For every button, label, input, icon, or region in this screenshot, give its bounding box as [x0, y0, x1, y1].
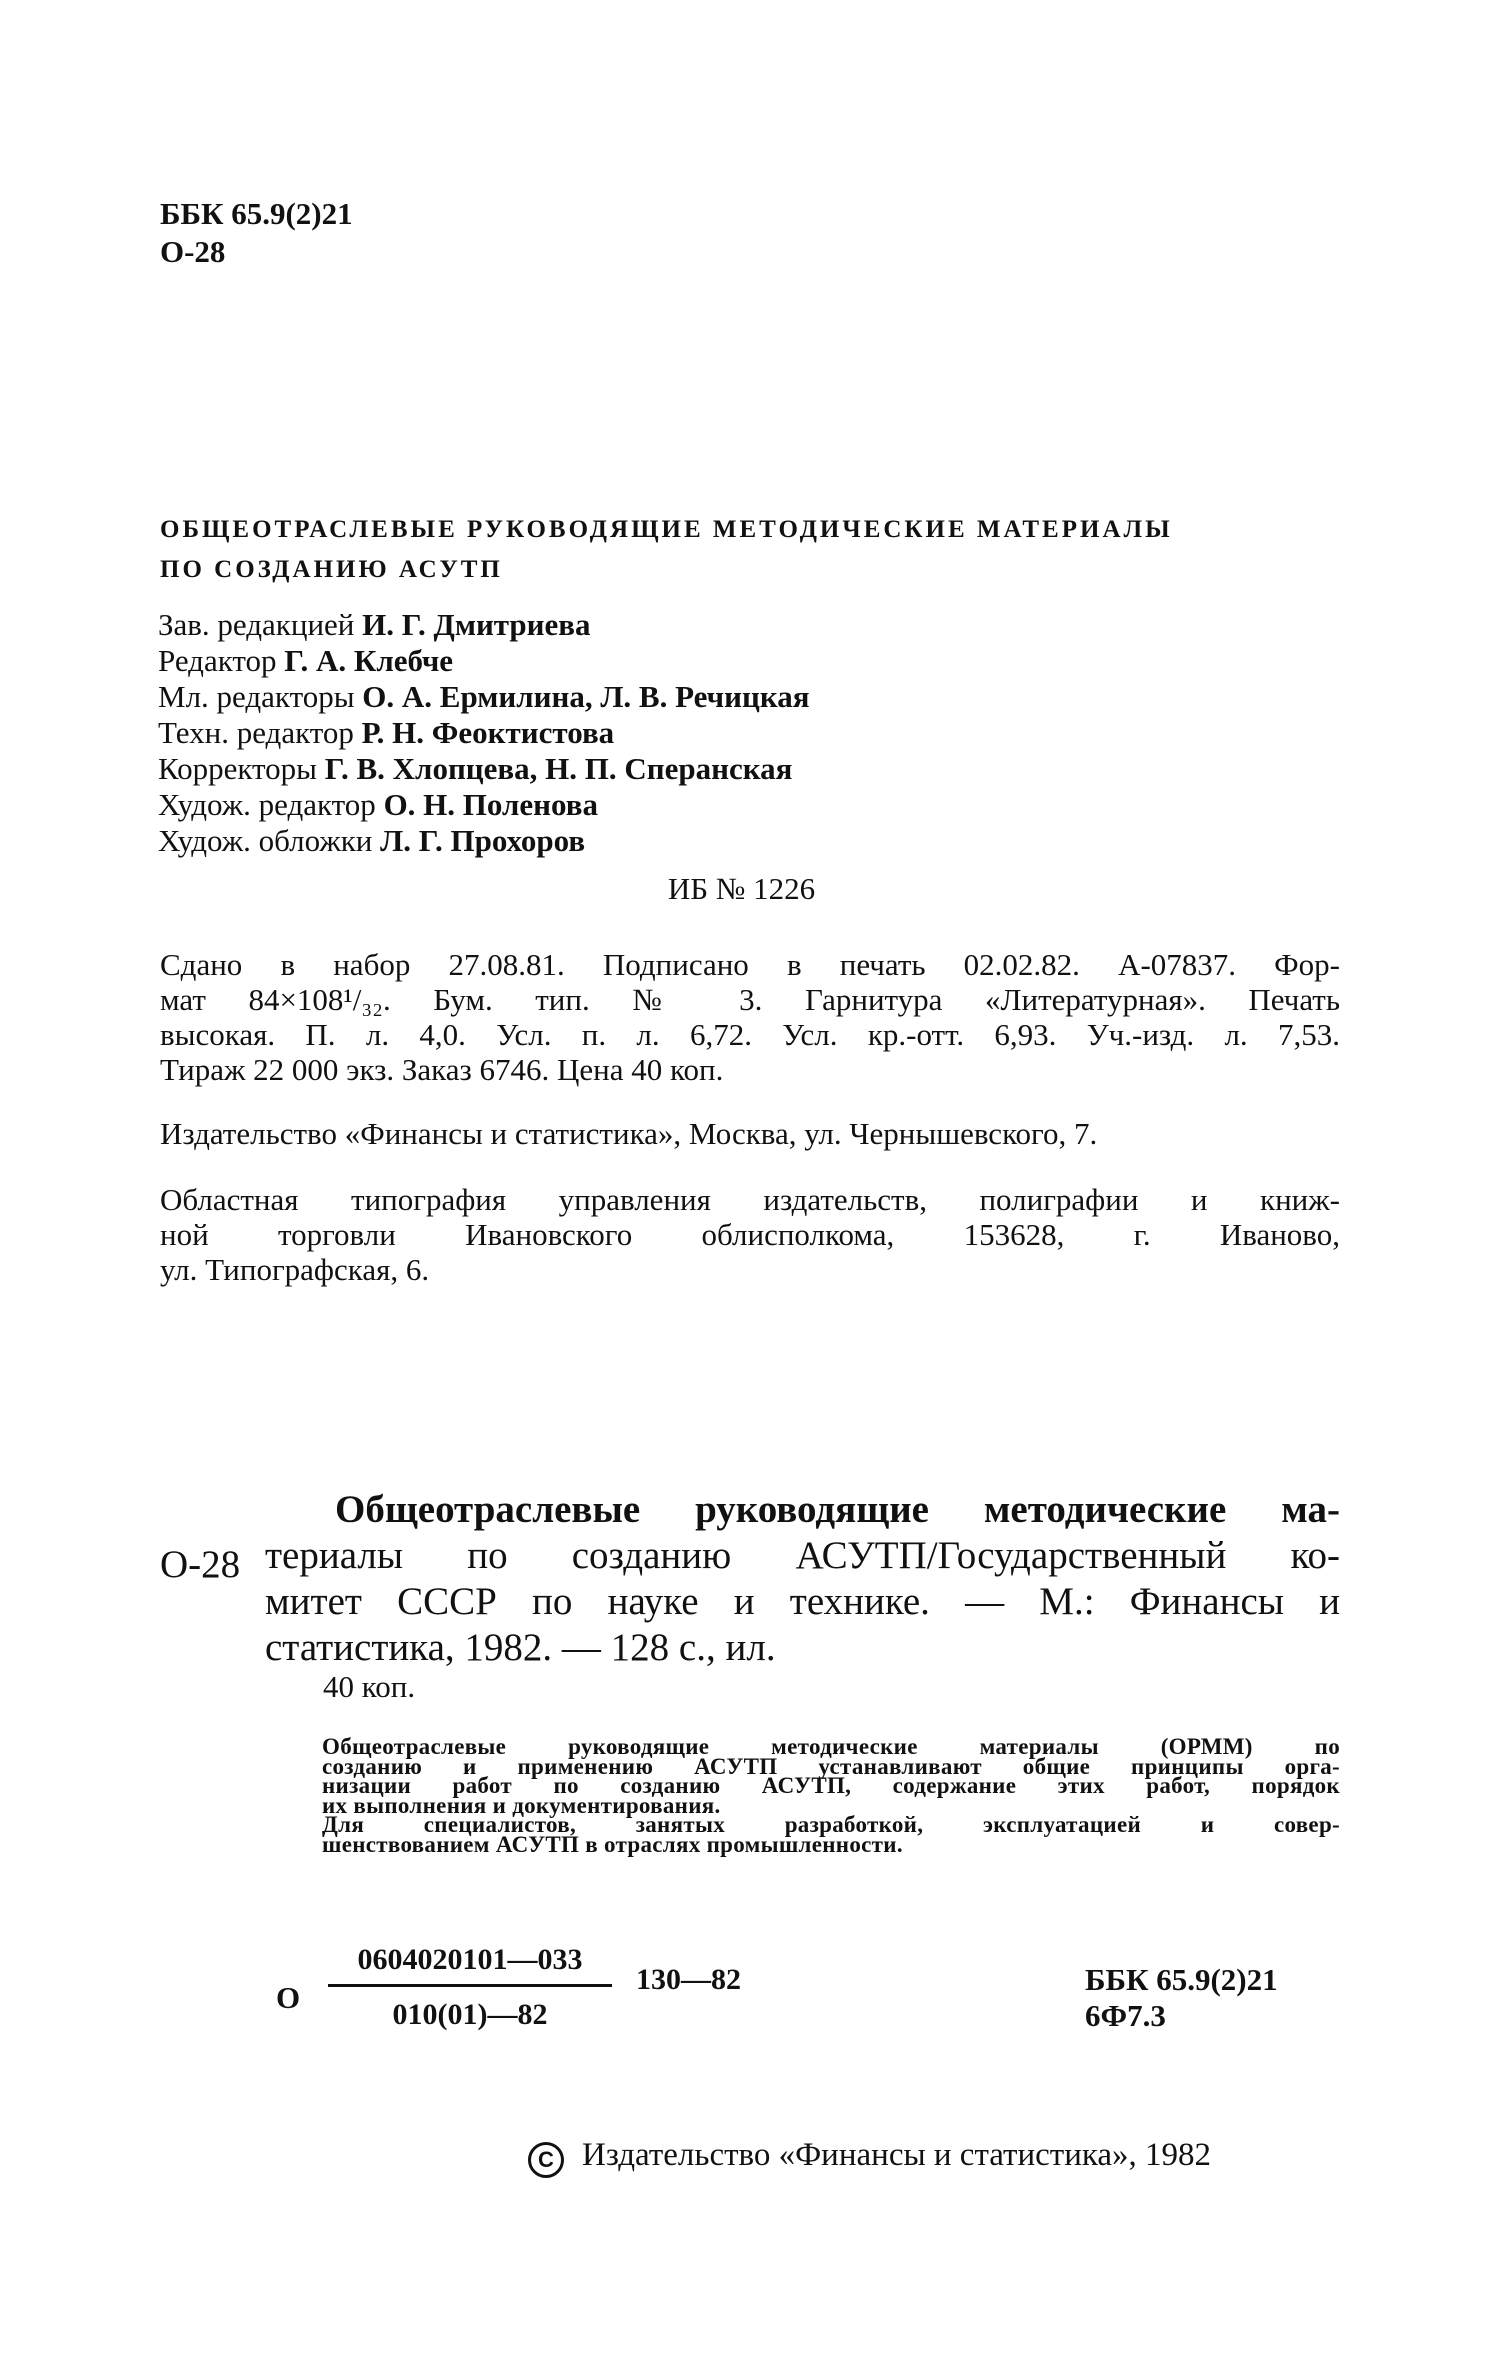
print-info-line: Тираж 22 000 экз. Заказ 6746. Цена 40 коп. [160, 1052, 724, 1087]
credit-role: Зав. редакцией [158, 607, 355, 642]
annotation-line: Общеотраслевые руководящие методические материалы (ОРММ) по [322, 1734, 1340, 1759]
credit-role: Мл. редакторы [158, 679, 355, 714]
annotation-line: низации работ по созданию АСУТП, содержание этих работ, порядок [322, 1773, 1340, 1798]
bbk-bottom [1085, 1962, 1278, 2034]
title-line-2: ПО СОЗДАНИЮ АСУТП [160, 556, 503, 583]
credit-names: Р. Н. Феоктистова [361, 715, 615, 750]
author-code: О-28 [160, 234, 226, 269]
catalog-code: О-28 [160, 1543, 241, 1586]
annotation [322, 1734, 1340, 1857]
classification-block [160, 195, 353, 271]
annotation-line: Для специалистов, занятых разработкой, эксплуатацией и совер- [322, 1812, 1340, 1837]
bbk-code: ББК 65.9(2)21 [160, 196, 353, 231]
index-tail: 130—82 [636, 1963, 741, 1996]
print-info [160, 947, 1340, 1087]
biblio-line-text: Общеотраслевые руководящие методические ма- [335, 1488, 1340, 1531]
biblio-line: митет СССР по науке и технике. — М.: Финансы и [265, 1580, 1340, 1623]
annotation-line: созданию и применению АСУТП устанавливают общие принципы орга- [322, 1753, 1340, 1779]
printer-info [160, 1182, 1340, 1287]
credit-row [158, 679, 810, 715]
credit-row [158, 607, 810, 643]
credit-row [158, 751, 810, 787]
printer-info-line: ной торговли Ивановского облисполкома, 153628, г. Иваново, [160, 1217, 1340, 1252]
credits-list [158, 607, 810, 859]
credit-row [158, 823, 810, 859]
index-numerator: 0604020101—033 [357, 1943, 583, 1976]
title-line-1: ОБЩЕОТРАСЛЕВЫЕ РУКОВОДЯЩИЕ МЕТОДИЧЕСКИЕ МАТЕРИАЛЫ [160, 516, 1173, 543]
print-info-line: Сдано в набор 27.08.81. Подписано в печать 02.02.82. А-07837. Фор- [160, 947, 1340, 982]
print-info-line: мат 84×108¹/₃₂. Бум. тип. № 3. Гарнитура «Литературная». Печать [160, 982, 1340, 1017]
credit-row [158, 643, 810, 679]
annotation-line: их выполнения и документирования. [322, 1792, 721, 1818]
index-denominator: 010(01)—82 [392, 1998, 548, 2031]
ib-number [0, 871, 1499, 907]
index-fraction [320, 1942, 620, 2033]
credit-names: Г. В. Хлопцева, Н. П. Сперанская [324, 751, 793, 786]
bbk-bottom-line: ББК 65.9(2)21 [1085, 1962, 1278, 1997]
price: 40 коп. [323, 1669, 416, 1704]
credit-row [158, 715, 810, 751]
credit-names: Г. А. Клебче [284, 643, 454, 678]
biblio-line: териалы по созданию АСУТП/Государственный ко- [265, 1534, 1340, 1577]
credit-role: Редактор [158, 643, 277, 678]
credit-names: И. Г. Дмитриева [362, 607, 591, 642]
credit-role: Худож. обложки [158, 823, 373, 858]
credit-role: Худож. редактор [158, 787, 376, 822]
copyright [528, 2135, 1211, 2178]
credit-names: О. А. Ермилина, Л. В. Речицкая [362, 679, 810, 714]
title-caps [160, 510, 1173, 590]
printer-info-line: Областная типография управления издательств, полиграфии и книж- [160, 1182, 1340, 1217]
credit-role: Техн. редактор [158, 715, 354, 750]
copyright-icon: C [528, 2142, 564, 2178]
credit-role: Корректоры [158, 751, 318, 786]
biblio-line [265, 1487, 1340, 1533]
ib-number-text: ИБ № 1226 [667, 871, 816, 906]
biblio-line: статистика, 1982. — 128 с., ил. [265, 1626, 776, 1669]
index-letter: О [276, 1980, 301, 2015]
bibliographic-record [265, 1487, 1340, 1671]
publisher-address: Издательство «Финансы и статистика», Москва, ул. Чернышевского, 7. [160, 1116, 1098, 1151]
print-info-line: высокая. П. л. 4,0. Усл. п. л. 6,72. Усл. кр.-отт. 6,93. Уч.-изд. л. 7,53. [160, 1017, 1340, 1052]
printer-info-line: ул. Типографская, 6. [160, 1252, 430, 1287]
bbk-bottom-line: 6Ф7.3 [1085, 1998, 1166, 2033]
copyright-text: Издательство «Финансы и статистика», 1982 [582, 2137, 1212, 2173]
credit-names: Л. Г. Прохоров [380, 823, 586, 858]
credit-row [158, 787, 810, 823]
credit-names: О. Н. Поленова [383, 787, 598, 822]
annotation-line: шенствованием АСУТП в отраслях промышленности. [322, 1831, 903, 1857]
